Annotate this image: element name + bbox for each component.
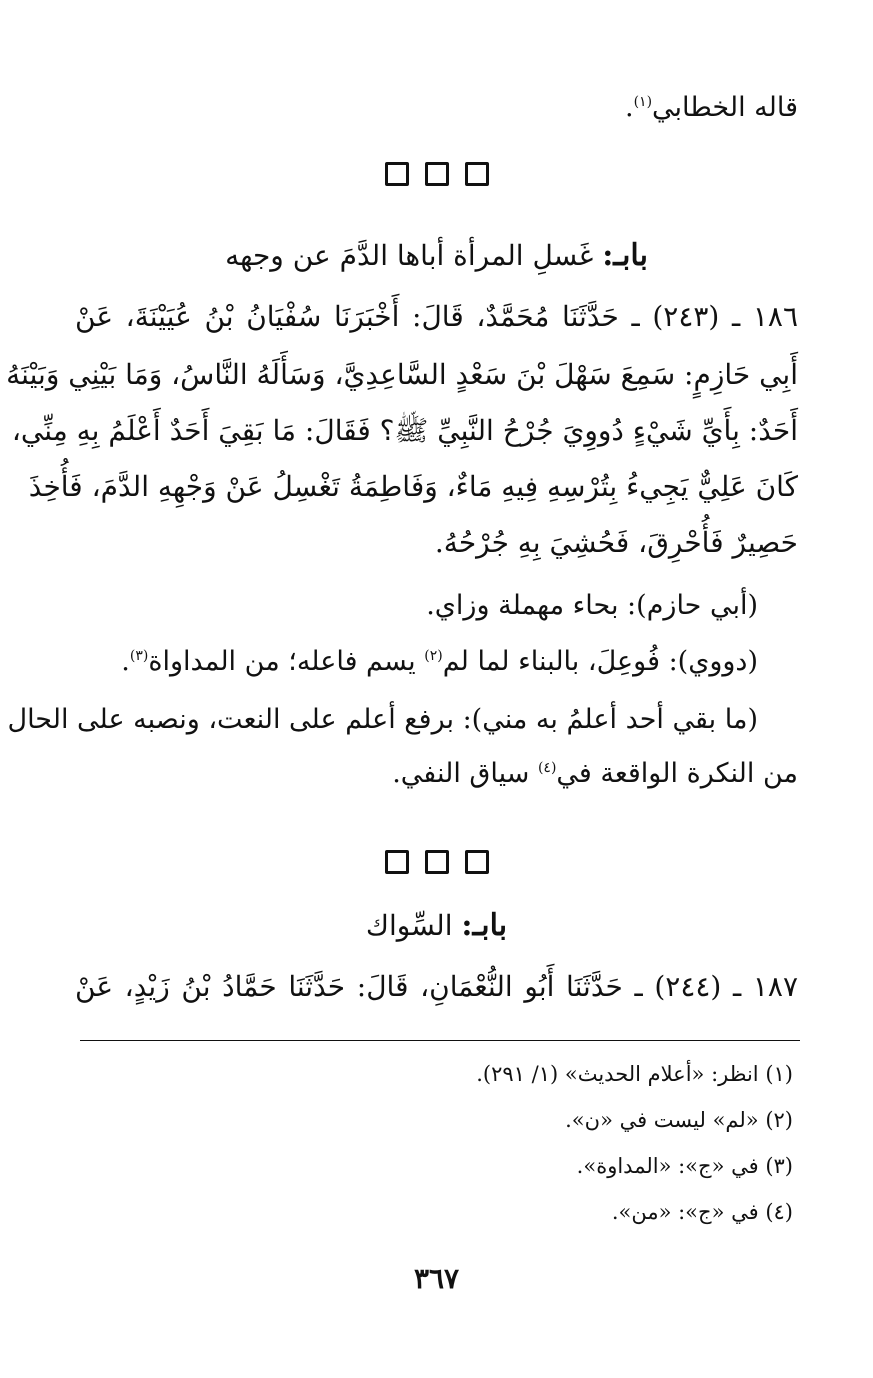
chapter-title: غَسلِ المرأة أباها الدَّمَ عن وجهه: [225, 239, 594, 272]
footnote-ref-1: (١): [633, 94, 653, 110]
square-ornament-icon: [385, 850, 409, 874]
footnote: (٢) «لم» ليست في «ن».: [565, 1108, 793, 1132]
footnote-divider: [80, 1040, 800, 1041]
hadith-line: ١٨٦ ـ (٢٤٣) ـ حَدَّثَنَا مُحَمَّدٌ، قَالَ: أَخْبَرَنَا سُفْيَانُ بْنُ عُيَيْنَةَ، عَنْ: [75, 300, 798, 333]
footnote-ref-3: (٣): [129, 648, 149, 664]
square-ornament-icon: [385, 162, 409, 186]
square-ornament-icon: [425, 162, 449, 186]
hadith-line: كَانَ عَلِيٌّ يَجِيءُ بِتُرْسِهِ فِيهِ مَاءٌ، وَفَاطِمَةُ تَغْسِلُ عَنْ وَجْهِهِ الدَّمَ، فَأُخِذَ: [28, 470, 798, 503]
footnote-ref-2: (٢): [424, 648, 443, 664]
bab-label: بابـ:: [602, 238, 648, 273]
hadith-line: حَصِيرٌ فَأُحْرِقَ، فَحُشِيَ بِهِ جُرْحُهُ.: [434, 526, 798, 559]
section-separator: [0, 850, 873, 878]
footnote: (٣) في «ج»: «المداوة».: [576, 1154, 793, 1178]
closing-text: قاله الخطابي: [652, 92, 798, 123]
explanation-text: من النكرة الواقعة في: [556, 758, 798, 789]
closing-period: .: [624, 92, 634, 123]
footnote: (٤) في «ج»: «من».: [611, 1200, 793, 1224]
footnote-ref-4: (٤): [537, 760, 557, 776]
explanation-line: (ما بقي أحد أعلمُ به مني): برفع أعلم على النعت، ونصبه على الحال: [7, 704, 758, 735]
footnote: (١) انظر: «أعلام الحديث» (١/ ٢٩١).: [476, 1062, 793, 1086]
chapter-heading-1: [0, 238, 873, 273]
explanation-text: يسم فاعله؛ من المداواة: [148, 646, 425, 677]
explanation-text: (دووي): فُوعِلَ، بالبناء لما لم: [442, 646, 758, 677]
explanation-period: .: [121, 646, 130, 677]
bab-label: بابـ:: [461, 908, 508, 943]
square-ornament-icon: [425, 850, 449, 874]
section-separator: [0, 162, 873, 190]
chapter-title: السِّواك: [365, 909, 453, 942]
explanation-line: (أبي حازم): بحاء مهملة وزاي.: [426, 590, 758, 621]
explanation-text: سياق النفي.: [392, 758, 538, 789]
explanation-line: [75, 758, 798, 789]
hadith-line: أَبِي حَازِمٍ: سَمِعَ سَهْلَ بْنَ سَعْدٍ السَّاعِدِيَّ، وَسَأَلَهُ النَّاسُ، وَمَا بَيْنِي وَبَيْنَهُ: [6, 358, 798, 391]
hadith-line: أَحَدٌ: بِأَيِّ شَيْءٍ دُووِيَ جُرْحُ النَّبِيِّ ﷺ؟ فَقَالَ: مَا بَقِيَ أَحَدٌ أَعْلَمُ بِهِ مِنِّي،: [11, 414, 798, 447]
square-ornament-icon: [465, 162, 489, 186]
hadith-line: ١٨٧ ـ (٢٤٤) ـ حَدَّثَنَا أَبُو النُّعْمَانِ، قَالَ: حَدَّثَنَا حَمَّادُ بْنُ زَيْدٍ، عَنْ: [75, 970, 798, 1003]
explanation-line: [75, 646, 758, 677]
square-ornament-icon: [465, 850, 489, 874]
closing-line: [75, 92, 798, 123]
chapter-heading-2: [0, 908, 873, 943]
page-number: ٣٦٧: [413, 1262, 460, 1295]
